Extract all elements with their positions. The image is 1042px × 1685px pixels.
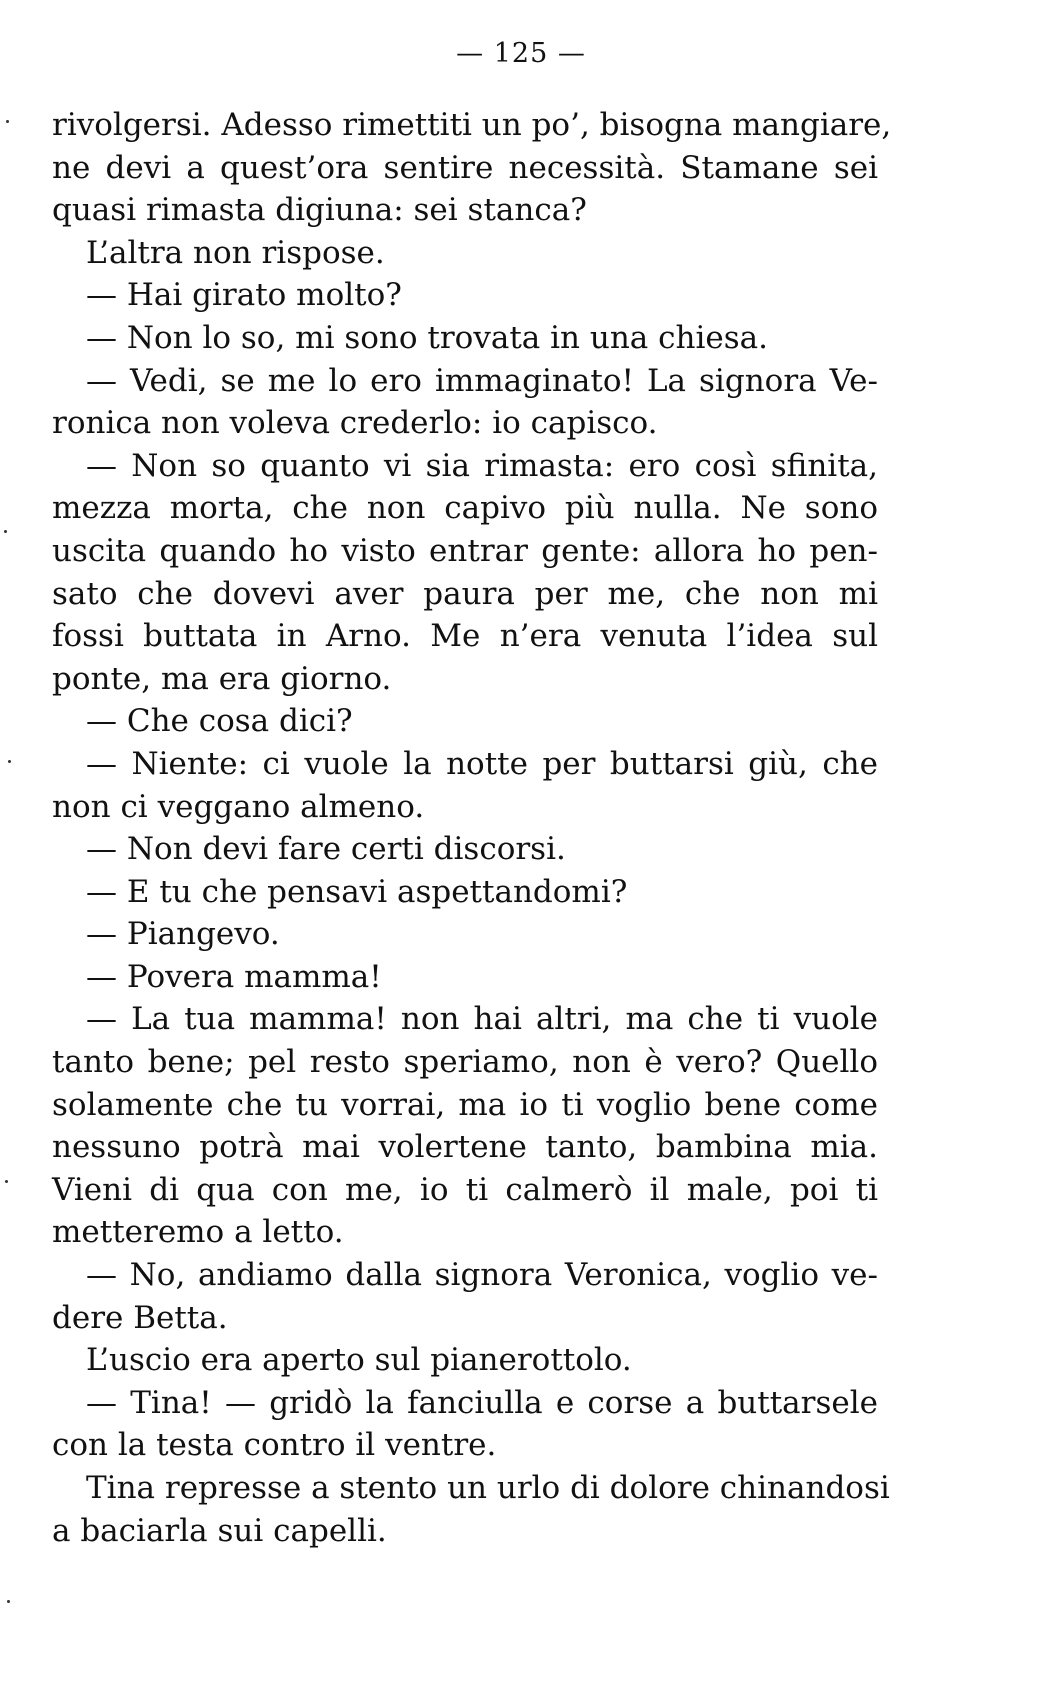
text-line: ronica non voleva crederlo: io capisco. [52,405,658,442]
text-line: ponte, ma era giorno. [52,660,392,697]
text-line: — Povera mamma! [86,958,382,995]
text-line: — Niente: ci vuole la notte per buttarsi giù, che [86,745,878,782]
scan-speck [6,120,9,123]
text-line: — Non so quanto vi sia rimasta: ero così sfinita, [86,447,878,484]
text-line: L’altra non rispose. [86,234,385,271]
text-line: — Tina! — gridò la fanciulla e corse a buttarsele [86,1384,878,1421]
text-line: quasi rimasta digiuna: sei stanca? [52,192,587,229]
page-number: — 125 — [456,38,586,69]
text-line: ne devi a quest’ora sentire necessità. Stamane sei [52,149,878,186]
text-line: — E tu che pensavi aspettandomi? [86,873,628,910]
text-line: fossi buttata in Arno. Me n’era venuta l’idea sul [52,618,878,655]
text-line: Vieni di qua con me, io ti calmerò il male, poi ti [52,1171,878,1208]
text-line: L’uscio era aperto sul pianerottolo. [86,1342,632,1379]
scan-speck [8,760,11,763]
text-line: uscita quando ho visto entrar gente: allora ho pen- [52,532,878,569]
scan-speck [4,530,7,533]
scan-speck [5,1180,8,1183]
text-line: nessuno potrà mai volertene tanto, bambina mia. [52,1129,878,1166]
text-line: a baciarla sui capelli. [52,1512,387,1549]
text-line: solamente che tu vorrai, ma io ti voglio bene come [52,1086,878,1123]
text-line: mezza morta, che non capivo più nulla. Ne sono [52,490,878,527]
page-text [52,104,892,1552]
text-line: — Che cosa dici? [86,703,353,740]
text-line: sato che dovevi aver paura per me, che non mi [52,575,878,612]
text-line: rivolgersi. Adesso rimettiti un po’, bisogna mangiare, [52,107,892,143]
text-line: — No, andiamo dalla signora Veronica, voglio ve- [86,1257,878,1294]
text-line: non ci veggano almeno. [52,788,425,825]
text-line: — Non lo so, mi sono trovata in una chiesa. [86,319,768,356]
scan-speck [7,1600,10,1603]
text-line: Tina represse a stento un urlo di dolore chinandosi [86,1470,890,1506]
text-line: dere Betta. [52,1299,228,1336]
text-line: metteremo a letto. [52,1214,344,1251]
text-line: — Hai girato molto? [86,277,402,314]
text-line: — La tua mamma! non hai altri, ma che ti vuole [86,1001,878,1038]
text-line: — Piangevo. [86,916,280,953]
text-line: tanto bene; pel resto speriamo, non è vero? Quello [52,1044,878,1081]
text-line: — Non devi fare certi discorsi. [86,831,566,868]
text-line: — Vedi, se me lo ero immaginato! La signora Ve- [86,362,878,399]
text-line: con la testa contro il ventre. [52,1427,497,1464]
